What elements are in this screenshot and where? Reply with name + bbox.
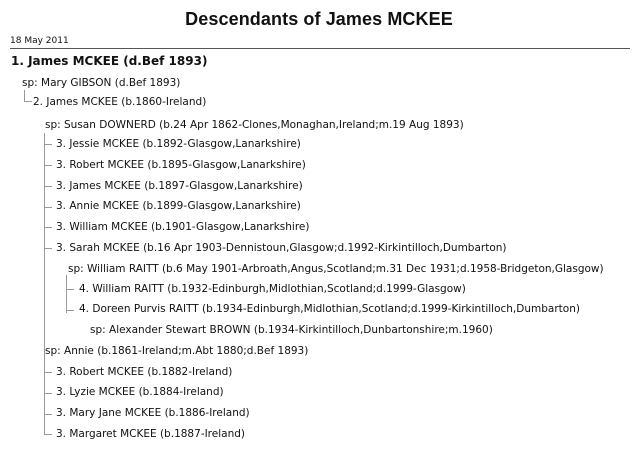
child-entry: 2. James MCKEE (b.1860-Ireland) bbox=[33, 96, 207, 108]
spouse-entry: sp: William RAITT (b.6 May 1901-Arbroath,Angus,Scotland;m.31 Dec 1931;d.1958-Bridgeton,Glasgow) bbox=[68, 263, 604, 275]
grandchild-entry: 3. Robert MCKEE (b.1895-Glasgow,Lanarkshire) bbox=[56, 159, 306, 171]
great-grandchild-entry: 4. William RAITT (b.1932-Edinburgh,Midlothian,Scotland;d.1999-Glasgow) bbox=[79, 283, 466, 295]
report-title: Descendants of James MCKEE bbox=[185, 9, 453, 29]
tree-connector bbox=[44, 201, 52, 208]
grandchild-entry: 3. Robert MCKEE (b.1882-Ireland) bbox=[56, 366, 233, 378]
tree-connector bbox=[44, 408, 52, 415]
grandchild-entry: 3. Lyzie MCKEE (b.1884-Ireland) bbox=[56, 386, 224, 398]
spouse-entry: sp: Annie (b.1861-Ireland;m.Abt 1880;d.Bef 1893) bbox=[45, 345, 309, 357]
grandchild-entry: 3. James MCKEE (b.1897-Glasgow,Lanarkshire) bbox=[56, 180, 303, 192]
tree-connector bbox=[44, 387, 52, 394]
grandchild-entry: 3. Margaret MCKEE (b.1887-Ireland) bbox=[56, 428, 245, 440]
grandchild-entry: 3. Sarah MCKEE (b.16 Apr 1903-Dennistoun,Glasgow;d.1992-Kirkintilloch,Dumbarton) bbox=[56, 242, 507, 254]
tree-connector bbox=[44, 138, 52, 145]
grandchild-entry: 3. William MCKEE (b.1901-Glasgow,Lanarkshire) bbox=[56, 221, 310, 233]
tree-connector bbox=[44, 180, 52, 187]
spouse-entry: sp: Susan DOWNERD (b.24 Apr 1862-Clones,Monaghan,Ireland;m.19 Aug 1893) bbox=[45, 119, 464, 131]
spouse-entry: sp: Alexander Stewart BROWN (b.1934-Kirkintilloch,Dunbartonshire;m.1960) bbox=[90, 324, 493, 336]
tree-connector bbox=[24, 90, 32, 102]
header-divider bbox=[10, 48, 630, 49]
grandchild-entry: 3. Annie MCKEE (b.1899-Glasgow,Lanarkshire) bbox=[56, 200, 301, 212]
tree-connector bbox=[44, 242, 52, 249]
grandchild-entry: 3. Jessie MCKEE (b.1892-Glasgow,Lanarkshire) bbox=[56, 138, 301, 150]
root-person: 1. James MCKEE (d.Bef 1893) bbox=[11, 54, 208, 68]
spouse-entry: sp: Mary GIBSON (d.Bef 1893) bbox=[22, 77, 181, 89]
tree-connector bbox=[44, 221, 52, 228]
report-date: 18 May 2011 bbox=[10, 36, 69, 46]
great-grandchild-entry: 4. Doreen Purvis RAITT (b.1934-Edinburgh,Midlothian,Scotland;d.1999-Kirkintilloch,Dumbarton) bbox=[79, 303, 580, 315]
tree-connector bbox=[44, 428, 52, 435]
tree-connector bbox=[66, 304, 74, 311]
tree-connector bbox=[44, 366, 52, 373]
grandchild-entry: 3. Mary Jane MCKEE (b.1886-Ireland) bbox=[56, 407, 250, 419]
tree-connector bbox=[66, 283, 74, 290]
tree-connector bbox=[44, 159, 52, 166]
